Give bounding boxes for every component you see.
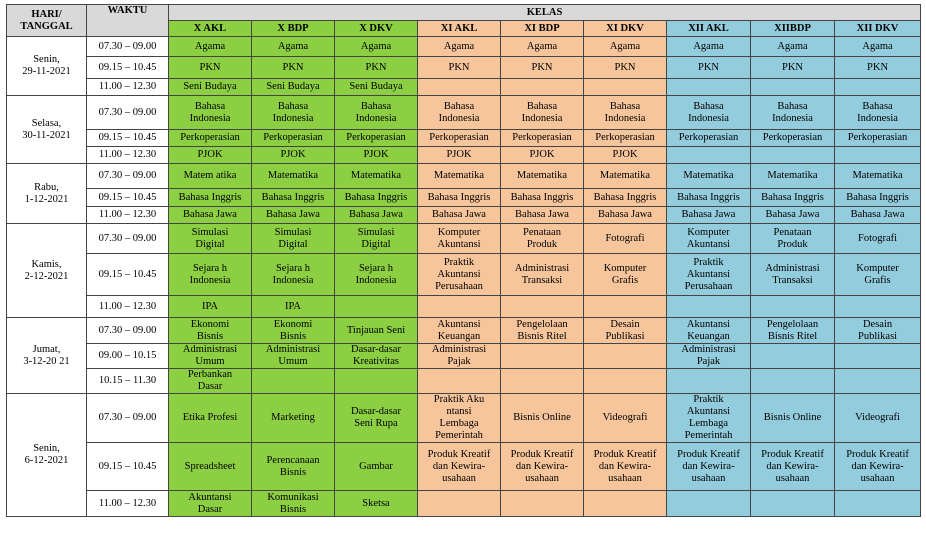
subject-cell: Produk Kreatif dan Kewira- usahaan	[751, 443, 835, 491]
subject-cell: Bahasa Jawa	[252, 207, 335, 224]
subject-cell: Bahasa Indonesia	[335, 96, 418, 130]
subject-cell: Sejara h Indonesia	[335, 254, 418, 296]
subject-cell: Bahasa Jawa	[418, 207, 501, 224]
subject-cell: Matematika	[584, 164, 667, 189]
subject-cell: Perkoperasian	[418, 130, 501, 147]
time-cell: 07.30 – 09.00	[87, 37, 169, 57]
class-header: XII AKL	[667, 21, 751, 37]
subject-cell	[835, 491, 921, 517]
day-cell: Selasa, 30-11-2021	[7, 96, 87, 164]
subject-cell	[835, 344, 921, 369]
subject-cell: Bahasa Jawa	[335, 207, 418, 224]
schedule-row	[7, 207, 921, 224]
subject-cell: Agama	[169, 37, 252, 57]
subject-cell	[835, 147, 921, 164]
subject-cell: PJOK	[584, 147, 667, 164]
class-header: XI BDP	[501, 21, 584, 37]
subject-cell: Bahasa Inggris	[835, 189, 921, 207]
subject-cell: Akuntansi Keuangan	[667, 318, 751, 344]
subject-cell	[418, 369, 501, 394]
subject-cell: Produk Kreatif dan Kewira- usahaan	[835, 443, 921, 491]
subject-cell: Bahasa Indonesia	[418, 96, 501, 130]
schedule-row	[7, 296, 921, 318]
subject-cell: Praktik Akuntansi Perusahaan	[418, 254, 501, 296]
subject-cell: Tinjauan Seni	[335, 318, 418, 344]
day-cell: Senin, 29-11-2021	[7, 37, 87, 96]
subject-cell: Bahasa Jawa	[751, 207, 835, 224]
subject-cell	[584, 79, 667, 96]
subject-cell: Agama	[667, 37, 751, 57]
subject-cell: IPA	[169, 296, 252, 318]
subject-cell	[667, 296, 751, 318]
time-cell: 09.00 – 10.15	[87, 344, 169, 369]
subject-cell	[584, 491, 667, 517]
subject-cell: Administrasi Pajak	[667, 344, 751, 369]
subject-cell: Produk Kreatif dan Kewira- usahaan	[667, 443, 751, 491]
time-cell: 07.30 – 09.00	[87, 318, 169, 344]
subject-cell: PJOK	[335, 147, 418, 164]
subject-cell: Bahasa Inggris	[418, 189, 501, 207]
time-cell: 09.15 – 10.45	[87, 130, 169, 147]
subject-cell: Bahasa Inggris	[169, 189, 252, 207]
subject-cell: Bahasa Inggris	[667, 189, 751, 207]
subject-cell: Sejara h Indonesia	[169, 254, 252, 296]
subject-cell: Bahasa Indonesia	[835, 96, 921, 130]
subject-cell	[501, 79, 584, 96]
subject-cell: Matematika	[418, 164, 501, 189]
subject-cell	[751, 296, 835, 318]
subject-cell: Agama	[335, 37, 418, 57]
time-cell: 11.00 – 12.30	[87, 491, 169, 517]
subject-cell: Matematika	[501, 164, 584, 189]
subject-cell: Administrasi Pajak	[418, 344, 501, 369]
schedule-row	[7, 37, 921, 57]
subject-cell: PJOK	[169, 147, 252, 164]
subject-cell: PKN	[252, 57, 335, 79]
subject-cell	[751, 491, 835, 517]
subject-cell: Penataan Produk	[501, 224, 584, 254]
subject-cell	[584, 296, 667, 318]
subject-cell: Dasar-dasar Kreativitas	[335, 344, 418, 369]
subject-cell	[667, 79, 751, 96]
time-cell: 07.30 – 09.00	[87, 224, 169, 254]
subject-cell: PKN	[501, 57, 584, 79]
subject-cell: Spreadsheet	[169, 443, 252, 491]
subject-cell: PKN	[335, 57, 418, 79]
subject-cell: Videografi	[584, 394, 667, 443]
subject-cell: Videografi	[835, 394, 921, 443]
class-header: X DKV	[335, 21, 418, 37]
subject-cell: Bisnis Online	[751, 394, 835, 443]
schedule-row	[7, 130, 921, 147]
subject-cell: Simulasi Digital	[335, 224, 418, 254]
subject-cell: Perkoperasian	[169, 130, 252, 147]
subject-cell: Bahasa Jawa	[835, 207, 921, 224]
time-cell: 09.15 – 10.45	[87, 254, 169, 296]
schedule-row	[7, 189, 921, 207]
subject-cell: Perkoperasian	[252, 130, 335, 147]
subject-cell: Perkoperasian	[835, 130, 921, 147]
time-cell: 11.00 – 12.30	[87, 296, 169, 318]
subject-cell: Bahasa Indonesia	[667, 96, 751, 130]
subject-cell: Matem atika	[169, 164, 252, 189]
subject-cell: Perkoperasian	[667, 130, 751, 147]
subject-cell	[835, 369, 921, 394]
subject-cell: Bisnis Online	[501, 394, 584, 443]
time-cell: 11.00 – 12.30	[87, 147, 169, 164]
day-cell: Rabu, 1-12-2021	[7, 164, 87, 224]
subject-cell: Bahasa Jawa	[169, 207, 252, 224]
subject-cell	[335, 296, 418, 318]
subject-cell: Bahasa Jawa	[501, 207, 584, 224]
schedule-row	[7, 164, 921, 189]
subject-cell: Bahasa Jawa	[584, 207, 667, 224]
time-cell: 11.00 – 12.30	[87, 207, 169, 224]
subject-cell: Bahasa Inggris	[335, 189, 418, 207]
subject-cell	[751, 344, 835, 369]
subject-cell: Pengelolaan Bisnis Ritel	[501, 318, 584, 344]
day-cell: Senin, 6-12-2021	[7, 394, 87, 517]
subject-cell: Bahasa Inggris	[501, 189, 584, 207]
subject-cell: PKN	[751, 57, 835, 79]
schedule-container	[6, 4, 921, 517]
subject-cell	[584, 369, 667, 394]
subject-cell	[418, 491, 501, 517]
subject-cell: Bahasa Indonesia	[751, 96, 835, 130]
schedule-row	[7, 96, 921, 130]
subject-cell	[667, 147, 751, 164]
subject-cell	[501, 369, 584, 394]
subject-cell	[501, 296, 584, 318]
schedule-row	[7, 344, 921, 369]
schedule-row	[7, 224, 921, 254]
subject-cell: Ekonomi Bisnis	[169, 318, 252, 344]
subject-cell: PJOK	[252, 147, 335, 164]
subject-cell: Praktik Akuntansi Perusahaan	[667, 254, 751, 296]
schedule-row	[7, 318, 921, 344]
schedule-row	[7, 79, 921, 96]
header-kelas: KELAS	[169, 5, 921, 21]
subject-cell: Gambar	[335, 443, 418, 491]
subject-cell: Bahasa Indonesia	[169, 96, 252, 130]
subject-cell: Perkoperasian	[335, 130, 418, 147]
day-cell: Jumat, 3-12-20 21	[7, 318, 87, 394]
subject-cell: Desain Publikasi	[835, 318, 921, 344]
schedule-row	[7, 491, 921, 517]
subject-cell: Produk Kreatif dan Kewira- usahaan	[584, 443, 667, 491]
subject-cell: Dasar-dasar Seni Rupa	[335, 394, 418, 443]
subject-cell: Perkoperasian	[584, 130, 667, 147]
time-cell: 09.15 – 10.45	[87, 57, 169, 79]
subject-cell: Matematika	[751, 164, 835, 189]
subject-cell: Bahasa Inggris	[252, 189, 335, 207]
time-cell: 11.00 – 12.30	[87, 79, 169, 96]
subject-cell	[501, 344, 584, 369]
subject-cell: Seni Budaya	[335, 79, 418, 96]
class-header: XI DKV	[584, 21, 667, 37]
subject-cell: Agama	[418, 37, 501, 57]
subject-cell	[418, 79, 501, 96]
subject-cell: Ekonomi Bisnis	[252, 318, 335, 344]
subject-cell: Simulasi Digital	[169, 224, 252, 254]
subject-cell: Agama	[835, 37, 921, 57]
subject-cell	[667, 369, 751, 394]
subject-cell: PKN	[667, 57, 751, 79]
subject-cell: Bahasa Indonesia	[584, 96, 667, 130]
subject-cell: Agama	[252, 37, 335, 57]
subject-cell: Administrasi Transaksi	[751, 254, 835, 296]
subject-cell: Produk Kreatif dan Kewira- usahaan	[418, 443, 501, 491]
time-cell: 07.30 – 09.00	[87, 164, 169, 189]
class-header: X BDP	[252, 21, 335, 37]
subject-cell: Pengelolaan Bisnis Ritel	[751, 318, 835, 344]
subject-cell	[835, 79, 921, 96]
schedule-row	[7, 254, 921, 296]
subject-cell: Bahasa Indonesia	[252, 96, 335, 130]
subject-cell: Akuntansi Dasar	[169, 491, 252, 517]
subject-cell: Marketing	[252, 394, 335, 443]
schedule-row	[7, 147, 921, 164]
subject-cell: Etika Profesi	[169, 394, 252, 443]
subject-cell: PKN	[418, 57, 501, 79]
schedule-row	[7, 443, 921, 491]
subject-cell	[835, 296, 921, 318]
subject-cell: PJOK	[501, 147, 584, 164]
subject-cell: Fotografi	[835, 224, 921, 254]
subject-cell: Agama	[501, 37, 584, 57]
subject-cell: PKN	[835, 57, 921, 79]
subject-cell: Bahasa Inggris	[584, 189, 667, 207]
subject-cell: Praktik Aku ntansi Lembaga Pemerintah	[418, 394, 501, 443]
subject-cell: Perbankan Dasar	[169, 369, 252, 394]
subject-cell	[584, 344, 667, 369]
subject-cell: Praktik Akuntansi Lembaga Pemerintah	[667, 394, 751, 443]
subject-cell: Agama	[751, 37, 835, 57]
schedule-table	[6, 4, 921, 517]
header-time: WAKTU	[87, 5, 169, 37]
schedule-row	[7, 369, 921, 394]
subject-cell: Komputer Grafis	[835, 254, 921, 296]
header-day: HARI/ TANGGAL	[7, 5, 87, 37]
schedule-row	[7, 394, 921, 443]
subject-cell: Seni Budaya	[252, 79, 335, 96]
subject-cell	[501, 491, 584, 517]
subject-cell: Fotografi	[584, 224, 667, 254]
subject-cell: Matematika	[667, 164, 751, 189]
subject-cell	[667, 491, 751, 517]
class-header: X AKL	[169, 21, 252, 37]
subject-cell	[418, 296, 501, 318]
subject-cell: Perencanaan Bisnis	[252, 443, 335, 491]
time-cell: 07.30 – 09.00	[87, 96, 169, 130]
subject-cell: Matematika	[835, 164, 921, 189]
time-cell: 10.15 – 11.30	[87, 369, 169, 394]
subject-cell: Bahasa Indonesia	[501, 96, 584, 130]
subject-cell	[751, 79, 835, 96]
subject-cell	[252, 369, 335, 394]
subject-cell: Komunikasi Bisnis	[252, 491, 335, 517]
day-cell: Kamis, 2-12-2021	[7, 224, 87, 318]
subject-cell: Seni Budaya	[169, 79, 252, 96]
time-cell: 07.30 – 09.00	[87, 394, 169, 443]
subject-cell: Administrasi Umum	[169, 344, 252, 369]
subject-cell: Penataan Produk	[751, 224, 835, 254]
subject-cell: PKN	[169, 57, 252, 79]
subject-cell: PKN	[584, 57, 667, 79]
subject-cell: Matematika	[252, 164, 335, 189]
subject-cell: Komputer Grafis	[584, 254, 667, 296]
time-cell: 09.15 – 10.45	[87, 189, 169, 207]
subject-cell: Simulasi Digital	[252, 224, 335, 254]
subject-cell: Perkoperasian	[501, 130, 584, 147]
subject-cell: Desain Publikasi	[584, 318, 667, 344]
subject-cell: Sejara h Indonesia	[252, 254, 335, 296]
subject-cell: IPA	[252, 296, 335, 318]
subject-cell: Komputer Akuntansi	[418, 224, 501, 254]
subject-cell: Komputer Akuntansi	[667, 224, 751, 254]
schedule-row	[7, 57, 921, 79]
subject-cell: Matematika	[335, 164, 418, 189]
subject-cell: Akuntansi Keuangan	[418, 318, 501, 344]
subject-cell: Agama	[584, 37, 667, 57]
subject-cell: Perkoperasian	[751, 130, 835, 147]
class-header: XII DKV	[835, 21, 921, 37]
subject-cell: Bahasa Jawa	[667, 207, 751, 224]
time-cell: 09.15 – 10.45	[87, 443, 169, 491]
subject-cell: Sketsa	[335, 491, 418, 517]
class-header: XI AKL	[418, 21, 501, 37]
subject-cell: Administrasi Transaksi	[501, 254, 584, 296]
class-header: XIIBDP	[751, 21, 835, 37]
subject-cell	[751, 369, 835, 394]
subject-cell: Administrasi Umum	[252, 344, 335, 369]
subject-cell	[335, 369, 418, 394]
subject-cell	[751, 147, 835, 164]
subject-cell: Produk Kreatif dan Kewira- usahaan	[501, 443, 584, 491]
subject-cell: Bahasa Inggris	[751, 189, 835, 207]
subject-cell: PJOK	[418, 147, 501, 164]
